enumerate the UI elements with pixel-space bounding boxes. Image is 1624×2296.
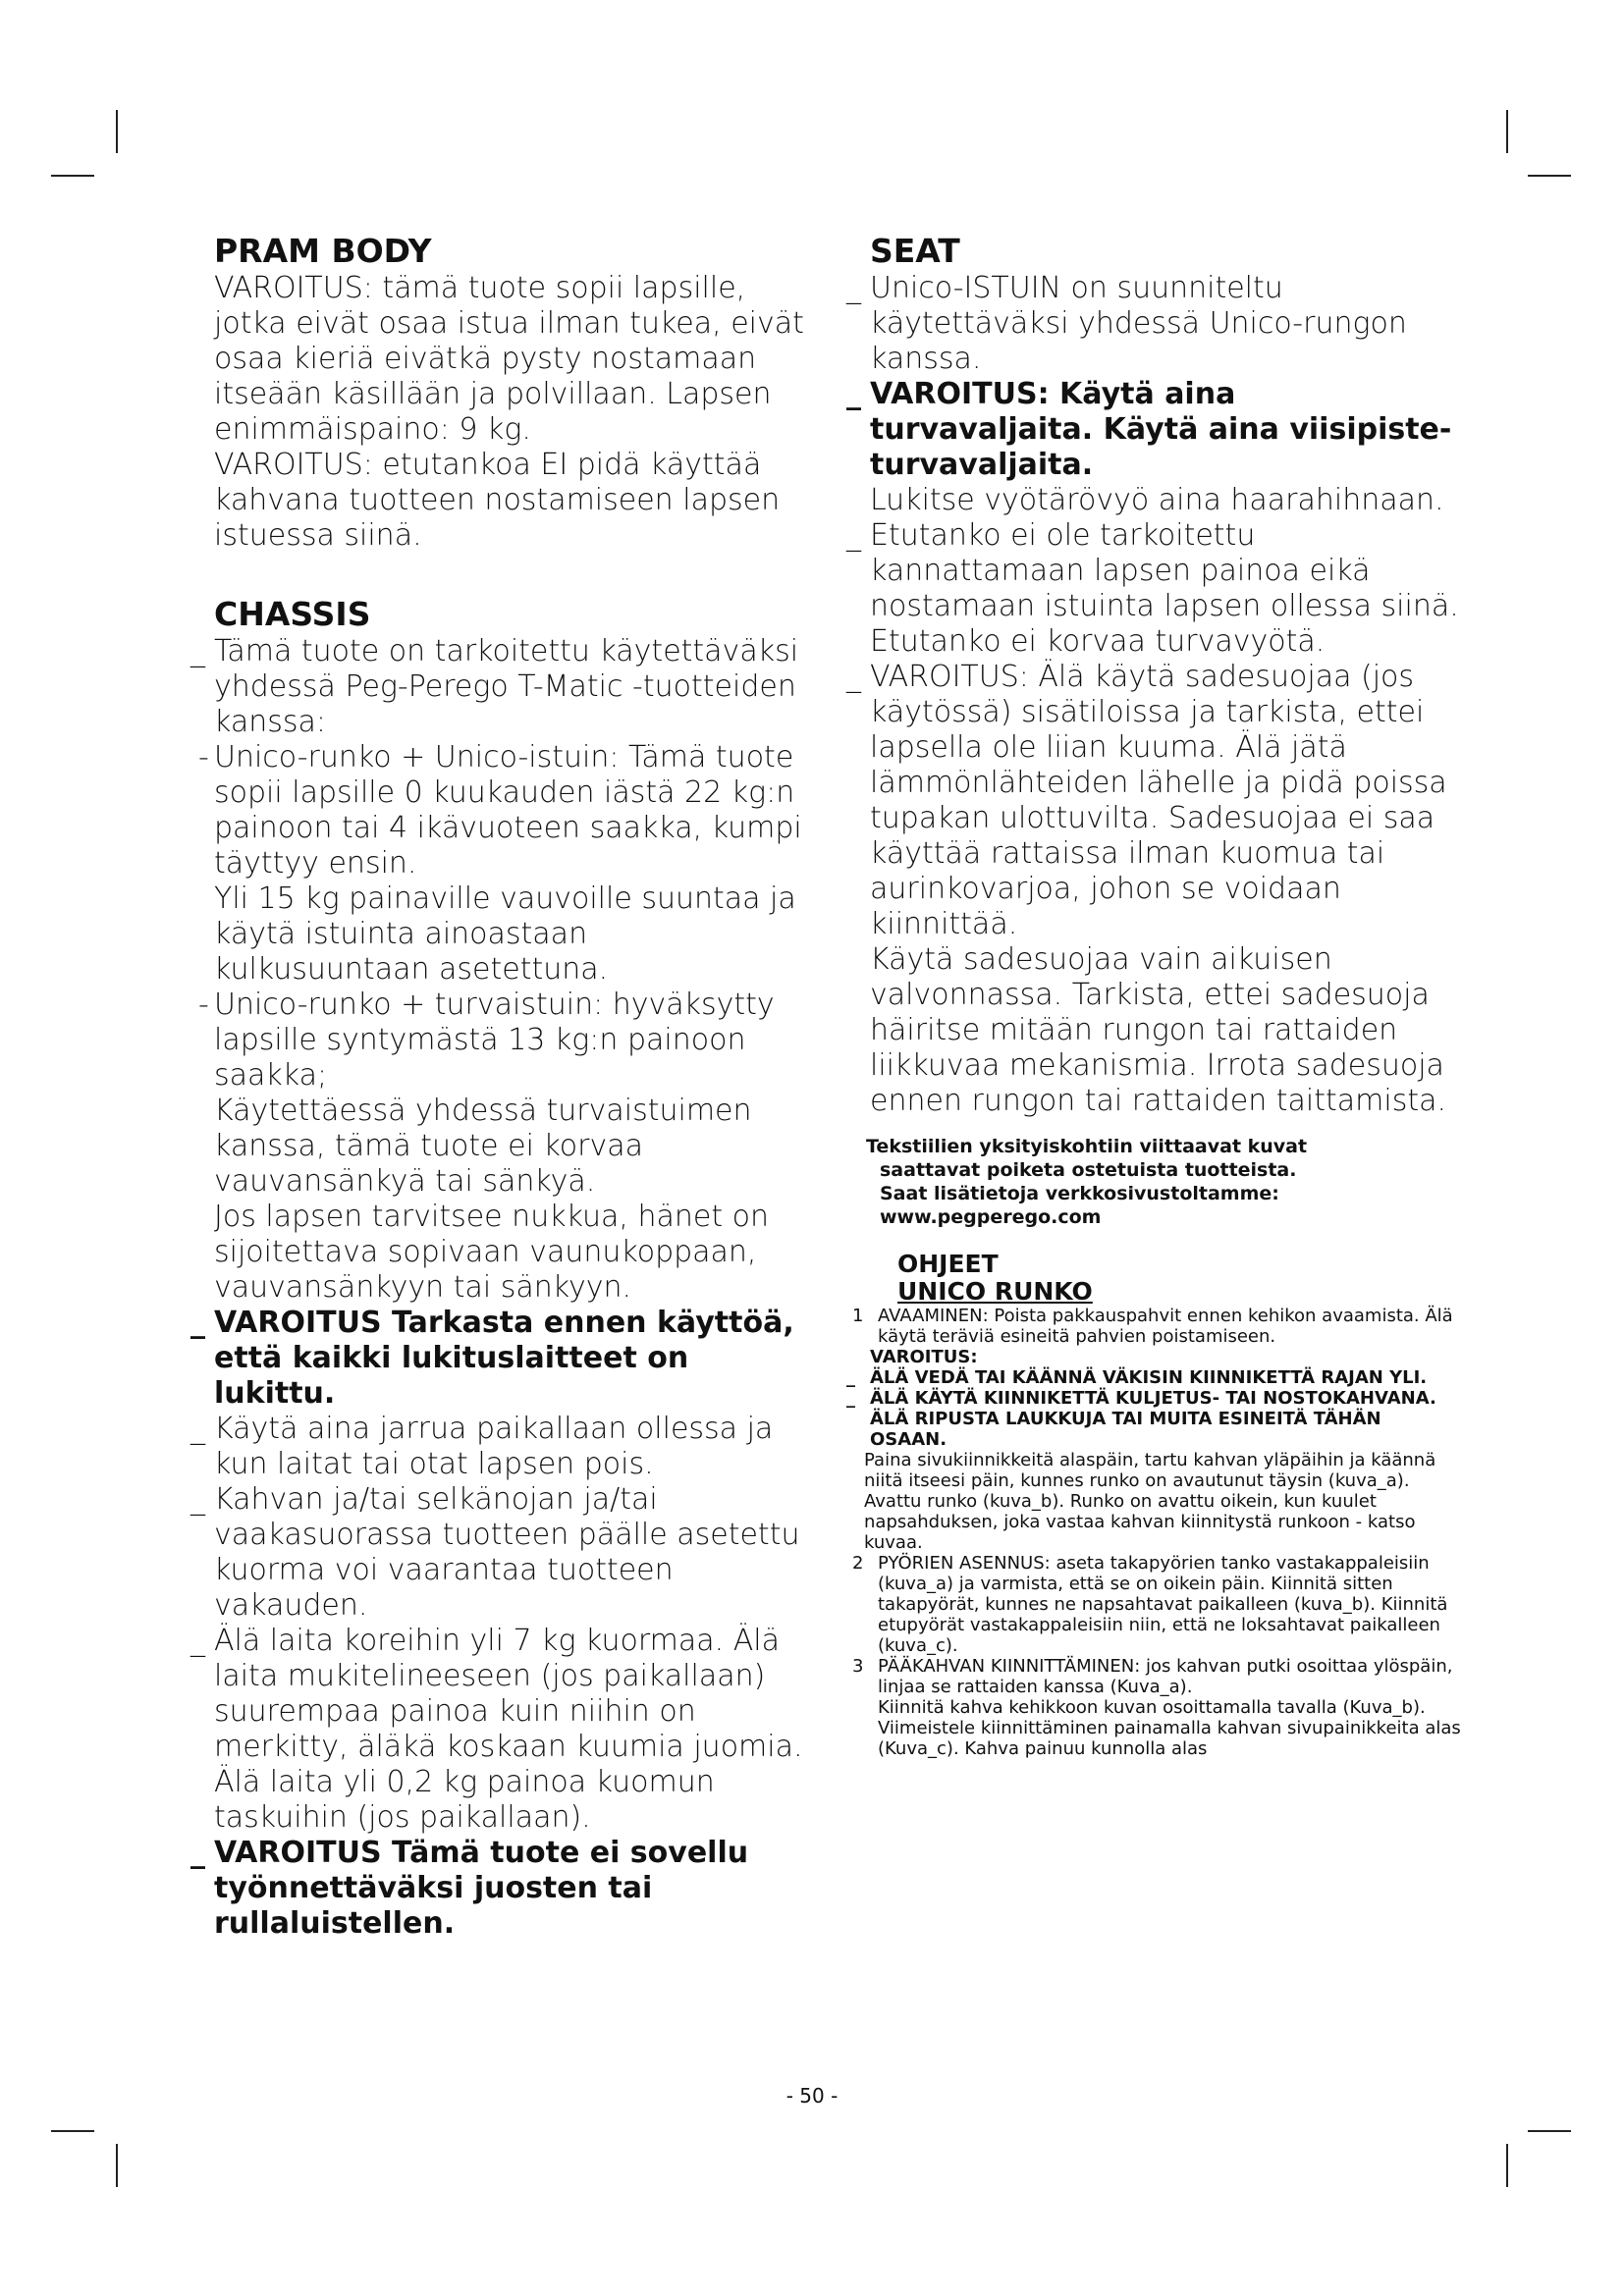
- chassis-heading: CHASSIS: [214, 595, 371, 633]
- warning-item: _ ÄLÄ VEDÄ TAI KÄÄNNÄ VÄKISIN KIINNIKETTÄ RAJAN YLI.: [846, 1367, 1428, 1388]
- instruction-step: 3 PÄÄKAHVAN KIINNITTÄMINEN: jos kahvan putki osoittaa ylöspäin, linjaa se rattaiden kanssa (Kuva_a).: [852, 1656, 1453, 1697]
- pram-body-heading: PRAM BODY: [214, 232, 432, 270]
- warning-item: _ ÄLÄ KÄYTÄ KIINNIKETTÄ KULJETUS- TAI NOSTOKAHVANA.: [846, 1388, 1436, 1409]
- list-item: _ VAROITUS: Älä käytä sadesuojaa (jos käytössä) sisätiloissa ja tarkista, ettei lapsella ole liian kuuma. Älä jätä lämmönlähteiden lähelle ja pidä poissa tupakan ulottuvilta. Sadesuojaa ei saa käyttää rattaissa ilman kuomua tai aurinkovarjoa, johon se voidaan kiinnittää.: [846, 660, 1447, 941]
- list-item: _ Kahvan ja/tai selkänojan ja/tai vaakasuorassa tuotteen päälle asetettu kuorma voi vaarantaa tuotteen vakauden.: [190, 1482, 800, 1623]
- crop-mark: [116, 2144, 118, 2187]
- paragraph: Viimeistele kiinnittäminen painamalla kahvan sivupainikkeita alas (Kuva_c). Kahva painuu kunnolla alas: [878, 1718, 1461, 1759]
- textile-note: Tekstiilien yksityiskohtiin viittaavat kuvat saattavat poiketa ostetuista tuotteista. Saat lisätietoja verkkosivustoltamme: www.pegperego.com: [866, 1135, 1461, 1229]
- instructions-body: [846, 1306, 1461, 1759]
- crop-mark: [116, 110, 118, 153]
- paragraph: Käytettäessä yhdessä turvaistuimen kanssa, tämä tuote ei korvaa vauvansänkyä tai sänkyä.: [214, 1094, 752, 1199]
- crop-mark: [1528, 2130, 1571, 2132]
- pram-warning-2: VAROITUS: etutankoa EI pidä käyttää kahvana tuotteen nostamiseen lapsen istuessa siinä.: [214, 448, 781, 553]
- paragraph: Paina sivukiinnikkeitä alaspäin, tartu kahvan yläpäihin ja käännä niitä itseesi päin, kunnes runko on avautunut täysin (kuva_a). Avattu runko (kuva_b). Runko on avattu oikein, kun kuulet napsahduksen, joka vastaa kahvan kiinnitystä runkoon - katso kuvaa.: [864, 1450, 1436, 1553]
- crop-mark: [1506, 2144, 1508, 2187]
- right-column: [846, 232, 1461, 1759]
- seat-heading: SEAT: [870, 232, 960, 270]
- instruction-step: 2 PYÖRIEN ASENNUS: aseta takapyörien tanko vastakappaleisiin (kuva_a) ja varmista, että se on oikein päin. Kiinnitä sitten takapyörät, kunnes ne napsahtavat paikalleen (kuva_b). Kiinnitä etupyörät vastakappaleisiin niin, että ne loksahtavat paikalleen (kuva_c).: [852, 1553, 1448, 1656]
- list-item: _ Käytä aina jarrua paikallaan ollessa ja kun laitat tai otat lapsen pois.: [190, 1412, 774, 1481]
- paragraph: Käytä sadesuojaa vain aikuisen valvonnassa. Tarkista, ettei sadesuoja häiritse mitään rungon tai rattaiden liikkuvaa mekanismia. Irrota sadesuoja ennen rungon tai rattaiden taittamista.: [870, 942, 1447, 1118]
- website-text: www.pegperego.com: [880, 1206, 1102, 1228]
- instruction-step: 1 AVAAMINEN: Poista pakkauspahvit ennen kehikon avaamista. Älä käytä teräviä esineitä pahvien poistamiseen.: [852, 1306, 1453, 1347]
- paragraph: Jos lapsen tarvitsee nukkua, hänet on sijoitettava sopivaan vaunukoppaan, vauvansänkyyn tai sänkyyn.: [214, 1200, 770, 1305]
- list-item: _ Unico-ISTUIN on suunniteltu käytettäväksi yhdessä Unico-rungon kanssa.: [846, 271, 1407, 376]
- list-item: _ VAROITUS Tämä tuote ei sovellu työnnettäväksi juosten tai rullaluistellen.: [190, 1836, 749, 1941]
- list-item: - Unico-runko + Unico-istuin: Tämä tuote sopii lapsille 0 kuukauden iästä 22 kg:n painoon tai 4 ikävuoteen saakka, kumpi täyttyy ensin.: [198, 740, 802, 881]
- paragraph: Lukitse vyötärövyö aina haarahihnaan.: [870, 483, 1444, 517]
- crop-mark: [51, 175, 94, 177]
- crop-mark: [51, 2130, 94, 2132]
- crop-mark: [1528, 175, 1571, 177]
- list-item: _ Etutanko ei ole tarkoitettu kannattamaan lapsen painoa eikä nostamaan istuinta lapsen ollessa siinä. Etutanko ei korvaa turvavyötä.: [846, 518, 1459, 659]
- crop-mark: [1506, 110, 1508, 153]
- pram-warning-1: VAROITUS: tämä tuote sopii lapsille, jotka eivät osaa istua ilman tukea, eivät osaa kieriä eivätkä pysty nostamaan itseään käsillään ja polvillaan. Lapsen enimmäispaino: 9 kg.: [214, 271, 804, 447]
- list-item: _ VAROITUS: Käytä aina turvavaljaita. Käytä aina viisipiste-turvavaljaita.: [846, 377, 1452, 482]
- list-item: _ VAROITUS Tarkasta ennen käyttöä, että kaikki lukituslaitteet on lukittu.: [190, 1306, 794, 1411]
- warning-item: ÄLÄ RIPUSTA LAUKKUJA TAI MUITA ESINEITÄ TÄHÄN OSAAN.: [870, 1409, 1381, 1450]
- list-item: - Unico-runko + turvaistuin: hyväksytty lapsille syntymästä 13 kg:n painoon saakka;: [198, 988, 775, 1093]
- warning-label: VAROITUS:: [870, 1347, 978, 1367]
- paragraph: Kiinnitä kahva kehikkoon kuvan osoittamalla tavalla (Kuva_b).: [878, 1697, 1426, 1718]
- page-number: - 50 -: [785, 2084, 839, 2108]
- left-column: [190, 232, 805, 1942]
- paragraph: Yli 15 kg painaville vauvoille suuntaa ja käytä istuinta ainoastaan kulkusuuntaan asetettuna.: [214, 881, 796, 987]
- unico-runko-heading: UNICO RUNKO: [897, 1277, 1093, 1306]
- list-item: _ Tämä tuote on tarkoitettu käytettäväksi yhdessä Peg-Perego T-Matic -tuotteiden kanssa:: [190, 634, 799, 739]
- instructions-heading: OHJEET: [897, 1250, 999, 1278]
- list-item: _ Älä laita koreihin yli 7 kg kuormaa. Älä laita mukitelineeseen (jos paikallaan) suurempaa painoa kuin niihin on merkitty, äläkä koskaan kuumia juomia. Älä laita yli 0,2 kg painoa kuomun taskuihin (jos paikallaan).: [190, 1624, 803, 1835]
